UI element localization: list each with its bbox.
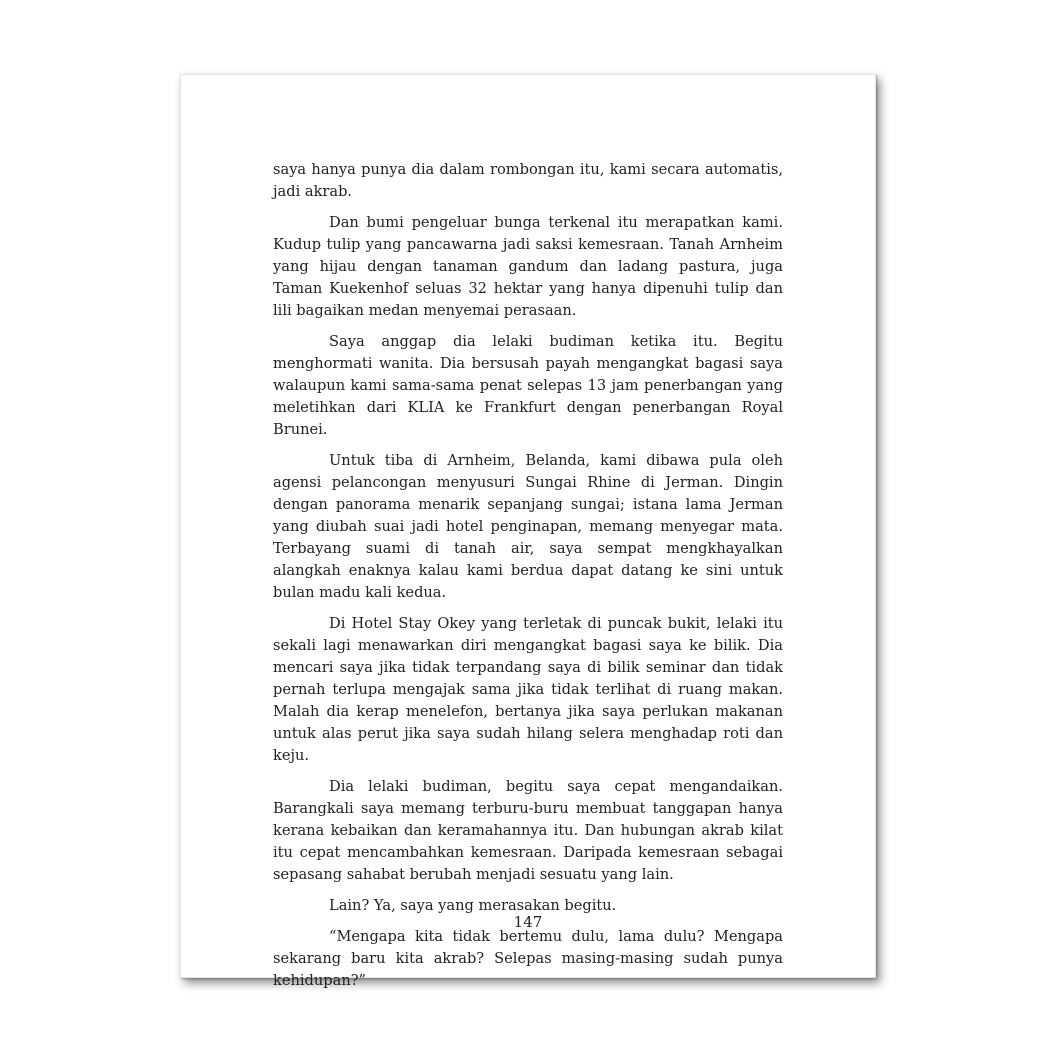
paragraph-7: Lain? Ya, saya yang merasakan begitu.: [329, 897, 617, 914]
paragraph-2: Dan bumi pengeluar bunga terkenal itu merapatkan kami. Kudup tulip yang pancawarna jadi saksi kemesraan. Tanah Arnheim yang hijau dengan tanaman gandum dan ladang pastura, juga Taman Kuekenhof seluas 32 hektar yang hanya dipenuhi tulip dan lili bagaikan medan menyemai perasaan.: [273, 214, 783, 319]
paragraph-8: “Mengapa kita tidak bertemu dulu, lama dulu? Mengapa sekarang baru kita akrab? Selepas masing-masing sudah punya kehidupan?”: [273, 928, 783, 989]
body-text: [273, 159, 783, 1001]
book-page: [180, 74, 876, 989]
paragraph-4: Untuk tiba di Arnheim, Belanda, kami dibawa pula oleh agensi pelancongan menyusuri Sungai Rhine di Jerman. Dingin dengan panorama menarik sepanjang sungai; istana lama Jerman yang diubah suai jadi hotel penginapan, memang menyegar mata. Terbayang suami di tanah air, saya sempat mengkhayalkan alangkah enaknya kalau kami berdua dapat datang ke sini untuk bulan madu kali kedua.: [273, 452, 783, 601]
paragraph-6: Dia lelaki budiman, begitu saya cepat mengandaikan. Barangkali saya memang terburu-buru membuat tanggapan hanya kerana kebaikan dan keramahannya itu. Dan hubungan akrab kilat itu cepat mencambahkan kemesraan. Daripada kemesraan sebagai sepasang sahabat berubah menjadi sesuatu yang lain.: [273, 778, 783, 883]
page-number: 147: [513, 913, 543, 931]
paragraph-1: saya hanya punya dia dalam rombongan itu, kami secara automatis, jadi akrab.: [273, 161, 783, 200]
paragraph-3: Saya anggap dia lelaki budiman ketika itu. Begitu menghormati wanita. Dia bersusah payah mengangkat bagasi saya walaupun kami sama-sama penat selepas 13 jam penerbangan yang meletihkan dari KLIA ke Frankfurt dengan penerbangan Royal Brunei.: [273, 333, 783, 438]
paragraph-5: Di Hotel Stay Okey yang terletak di puncak bukit, lelaki itu sekali lagi menawarkan diri mengangkat bagasi saya ke bilik. Dia mencari saya jika tidak terpandang saya di bilik seminar dan tidak pernah terlupa mengajak sama jika tidak terlihat di ruang makan. Malah dia kerap menelefon, bertanya jika saya perlukan makanan untuk alas perut jika saya sudah hilang selera menghadap roti dan keju.: [273, 615, 783, 764]
